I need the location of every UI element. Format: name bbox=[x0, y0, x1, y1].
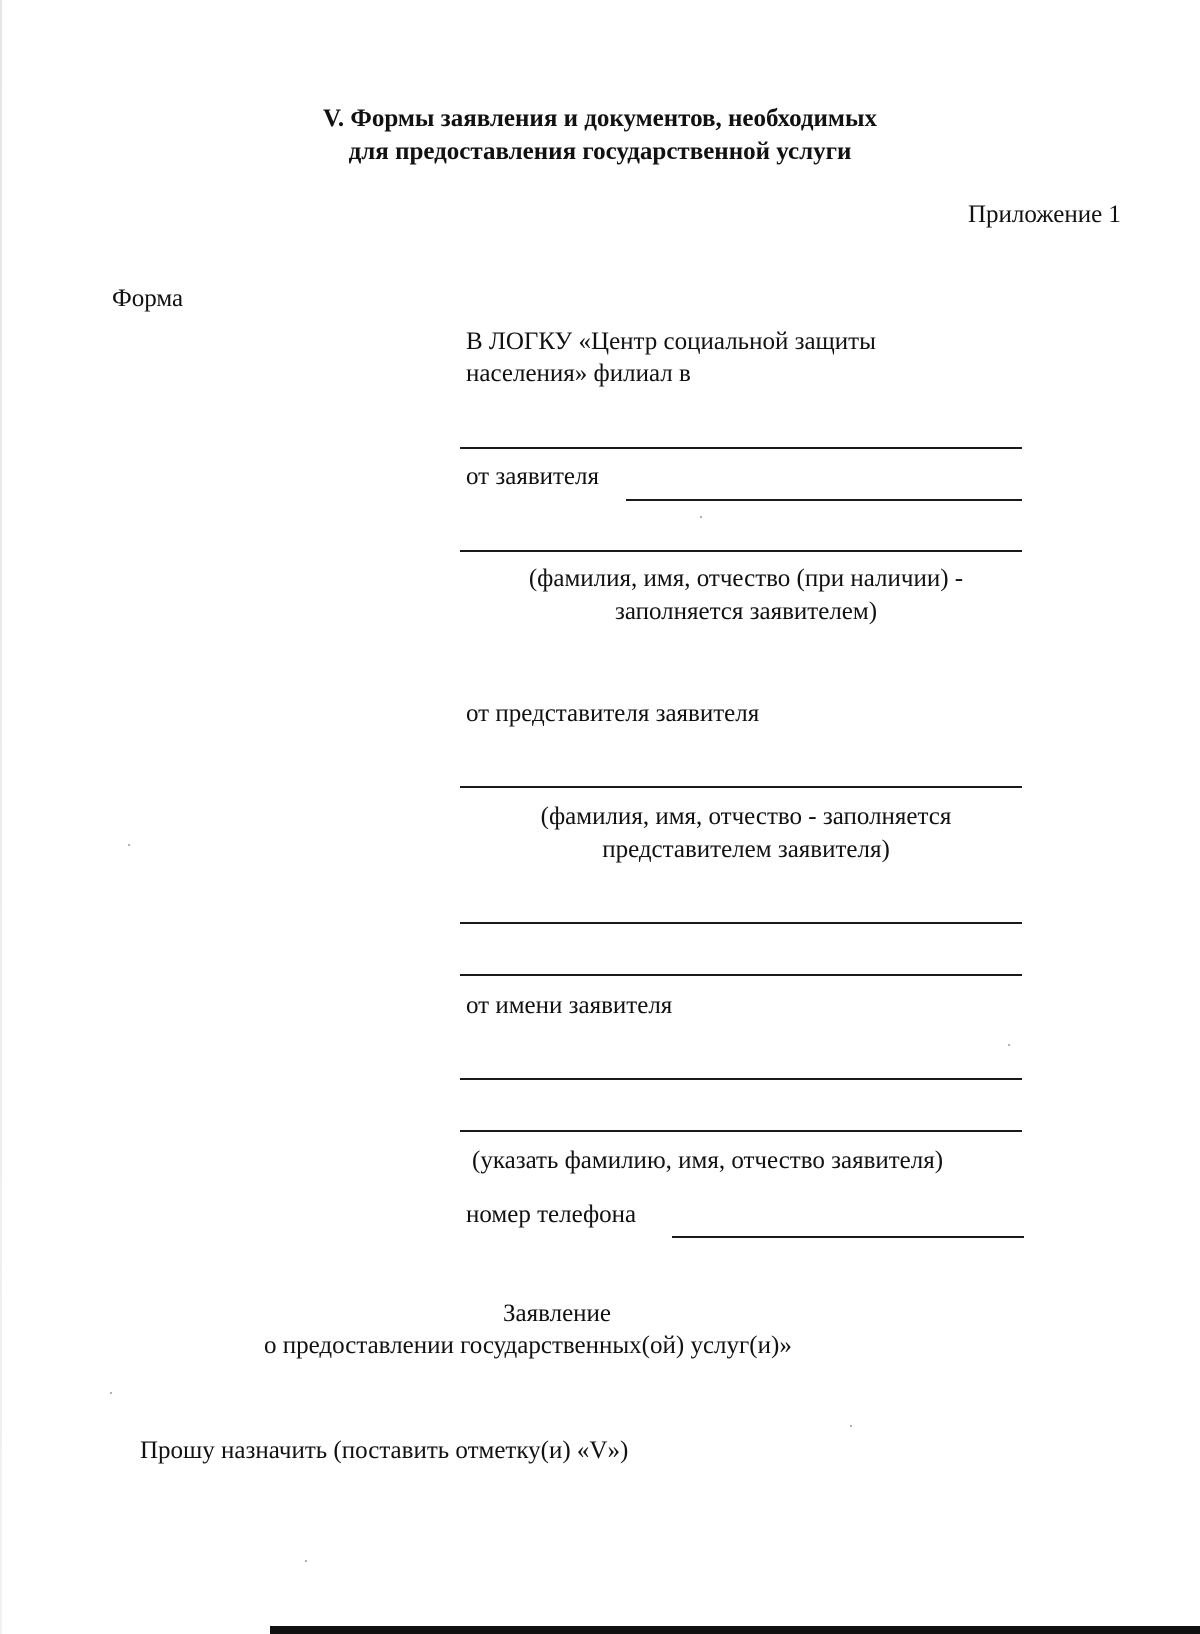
appendix-label: Приложение 1 bbox=[968, 201, 1121, 228]
scan-edge-left bbox=[0, 0, 2, 1634]
on-behalf-field-line-2 bbox=[460, 1130, 1022, 1132]
scan-speck bbox=[700, 516, 702, 518]
scan-speck bbox=[110, 1392, 112, 1394]
phone-label: номер телефона bbox=[466, 1201, 637, 1228]
scan-speck bbox=[850, 1425, 852, 1427]
branch-field-line bbox=[460, 447, 1022, 449]
statement-title: Заявление bbox=[503, 1300, 612, 1327]
phone-field-line bbox=[672, 1236, 1024, 1238]
applicant-field-line-2 bbox=[460, 550, 1022, 552]
extra-field-line-1 bbox=[460, 922, 1022, 924]
on-behalf-field-line-1 bbox=[460, 1078, 1022, 1080]
representative-label: от представителя заявителя bbox=[466, 700, 760, 727]
addressee-line1: В ЛОГКУ «Центр социальной защиты bbox=[466, 328, 876, 355]
on-behalf-label: от имени заявителя bbox=[466, 992, 673, 1019]
applicant-hint-line1: (фамилия, имя, отчество (при наличии) - bbox=[528, 565, 964, 592]
extra-field-line-2 bbox=[460, 974, 1022, 976]
on-behalf-hint: (указать фамилию, имя, отчество заявителя) bbox=[472, 1147, 944, 1174]
scan-speck bbox=[305, 1560, 307, 1562]
applicant-hint-line2: заполняется заявителем) bbox=[614, 598, 878, 625]
scan-speck bbox=[128, 844, 130, 846]
request-text: Прошу назначить (поставить отметку(и) «V») bbox=[140, 1437, 629, 1464]
scan-speck bbox=[1008, 1044, 1010, 1046]
applicant-label: от заявителя bbox=[466, 463, 599, 490]
section-title-line1: V. Формы заявления и документов, необходимых bbox=[323, 105, 877, 132]
representative-hint-line2: представителем заявителя) bbox=[602, 836, 890, 863]
applicant-field-line-1 bbox=[626, 499, 1022, 501]
addressee-line2: населения» филиал в bbox=[466, 360, 691, 387]
section-title-line2: для предоставления государственной услуги bbox=[348, 138, 852, 165]
representative-field-line bbox=[460, 786, 1022, 788]
scan-edge-bottom bbox=[270, 1626, 1200, 1634]
statement-subtitle: о предоставлении государственных(ой) услуг(и)» bbox=[264, 1332, 792, 1359]
form-label: Форма bbox=[112, 285, 184, 312]
representative-hint-line1: (фамилия, имя, отчество - заполняется bbox=[540, 803, 952, 830]
